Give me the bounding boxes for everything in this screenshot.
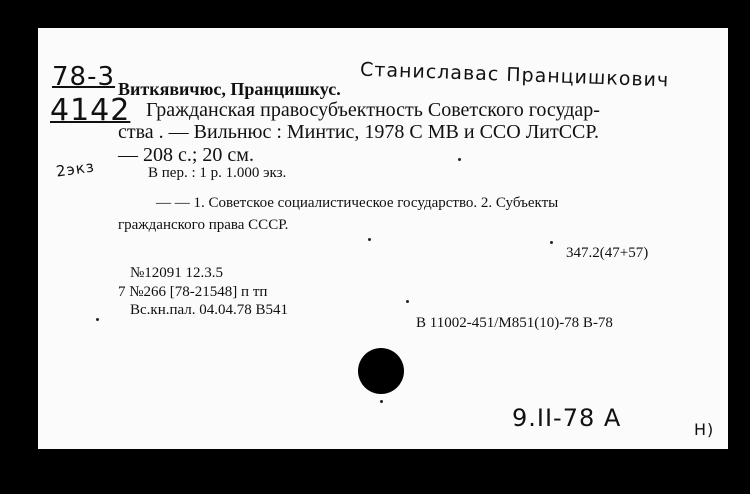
catalog-card [38,28,728,449]
call-number-bottom: 4142 [50,93,131,128]
corner-mark: Н) [694,420,715,439]
title-line-1: Гражданская правосубъектность Советского государ- [146,99,600,121]
speck [406,300,409,303]
speck [550,241,553,244]
title-line-3: — 208 с.; 20 см. [118,144,254,166]
speck [96,318,99,321]
author-handwritten-patronymic: Станиславас Пранцишкович [359,58,670,92]
subjects-line-2: гражданского права СССР. [118,217,289,233]
acquisition-date-stamp: 9.II-78 А [512,404,622,432]
classification-code: 347.2(47+57) [566,245,649,261]
record-number: №12091 12.3.5 [130,265,224,281]
author-printed: Виткявичюс, Пранцишкус. [118,79,341,99]
speck [368,238,371,241]
binding-price: В пер. : 1 р. 1.000 экз. [148,165,287,181]
subjects-line-1: — — 1. Советское социалистическое государство. 2. Субъекты [156,195,559,211]
speck [380,400,383,403]
title-line-2: ства . — Вильнюс : Минтис, 1978 С МВ и ССО ЛитССР. [118,121,600,143]
price-index: В 11002-451/М851(10)-78 B-78 [416,315,613,331]
punch-hole [358,348,404,394]
speck [458,158,461,161]
chamber-line: Вс.кн.пал. 04.04.78 B541 [130,302,289,318]
copies-note: 2экз [54,157,96,181]
call-number-top: 78-3 [52,62,116,92]
card-number: 7 №266 [78-21548] п тп [118,284,268,300]
